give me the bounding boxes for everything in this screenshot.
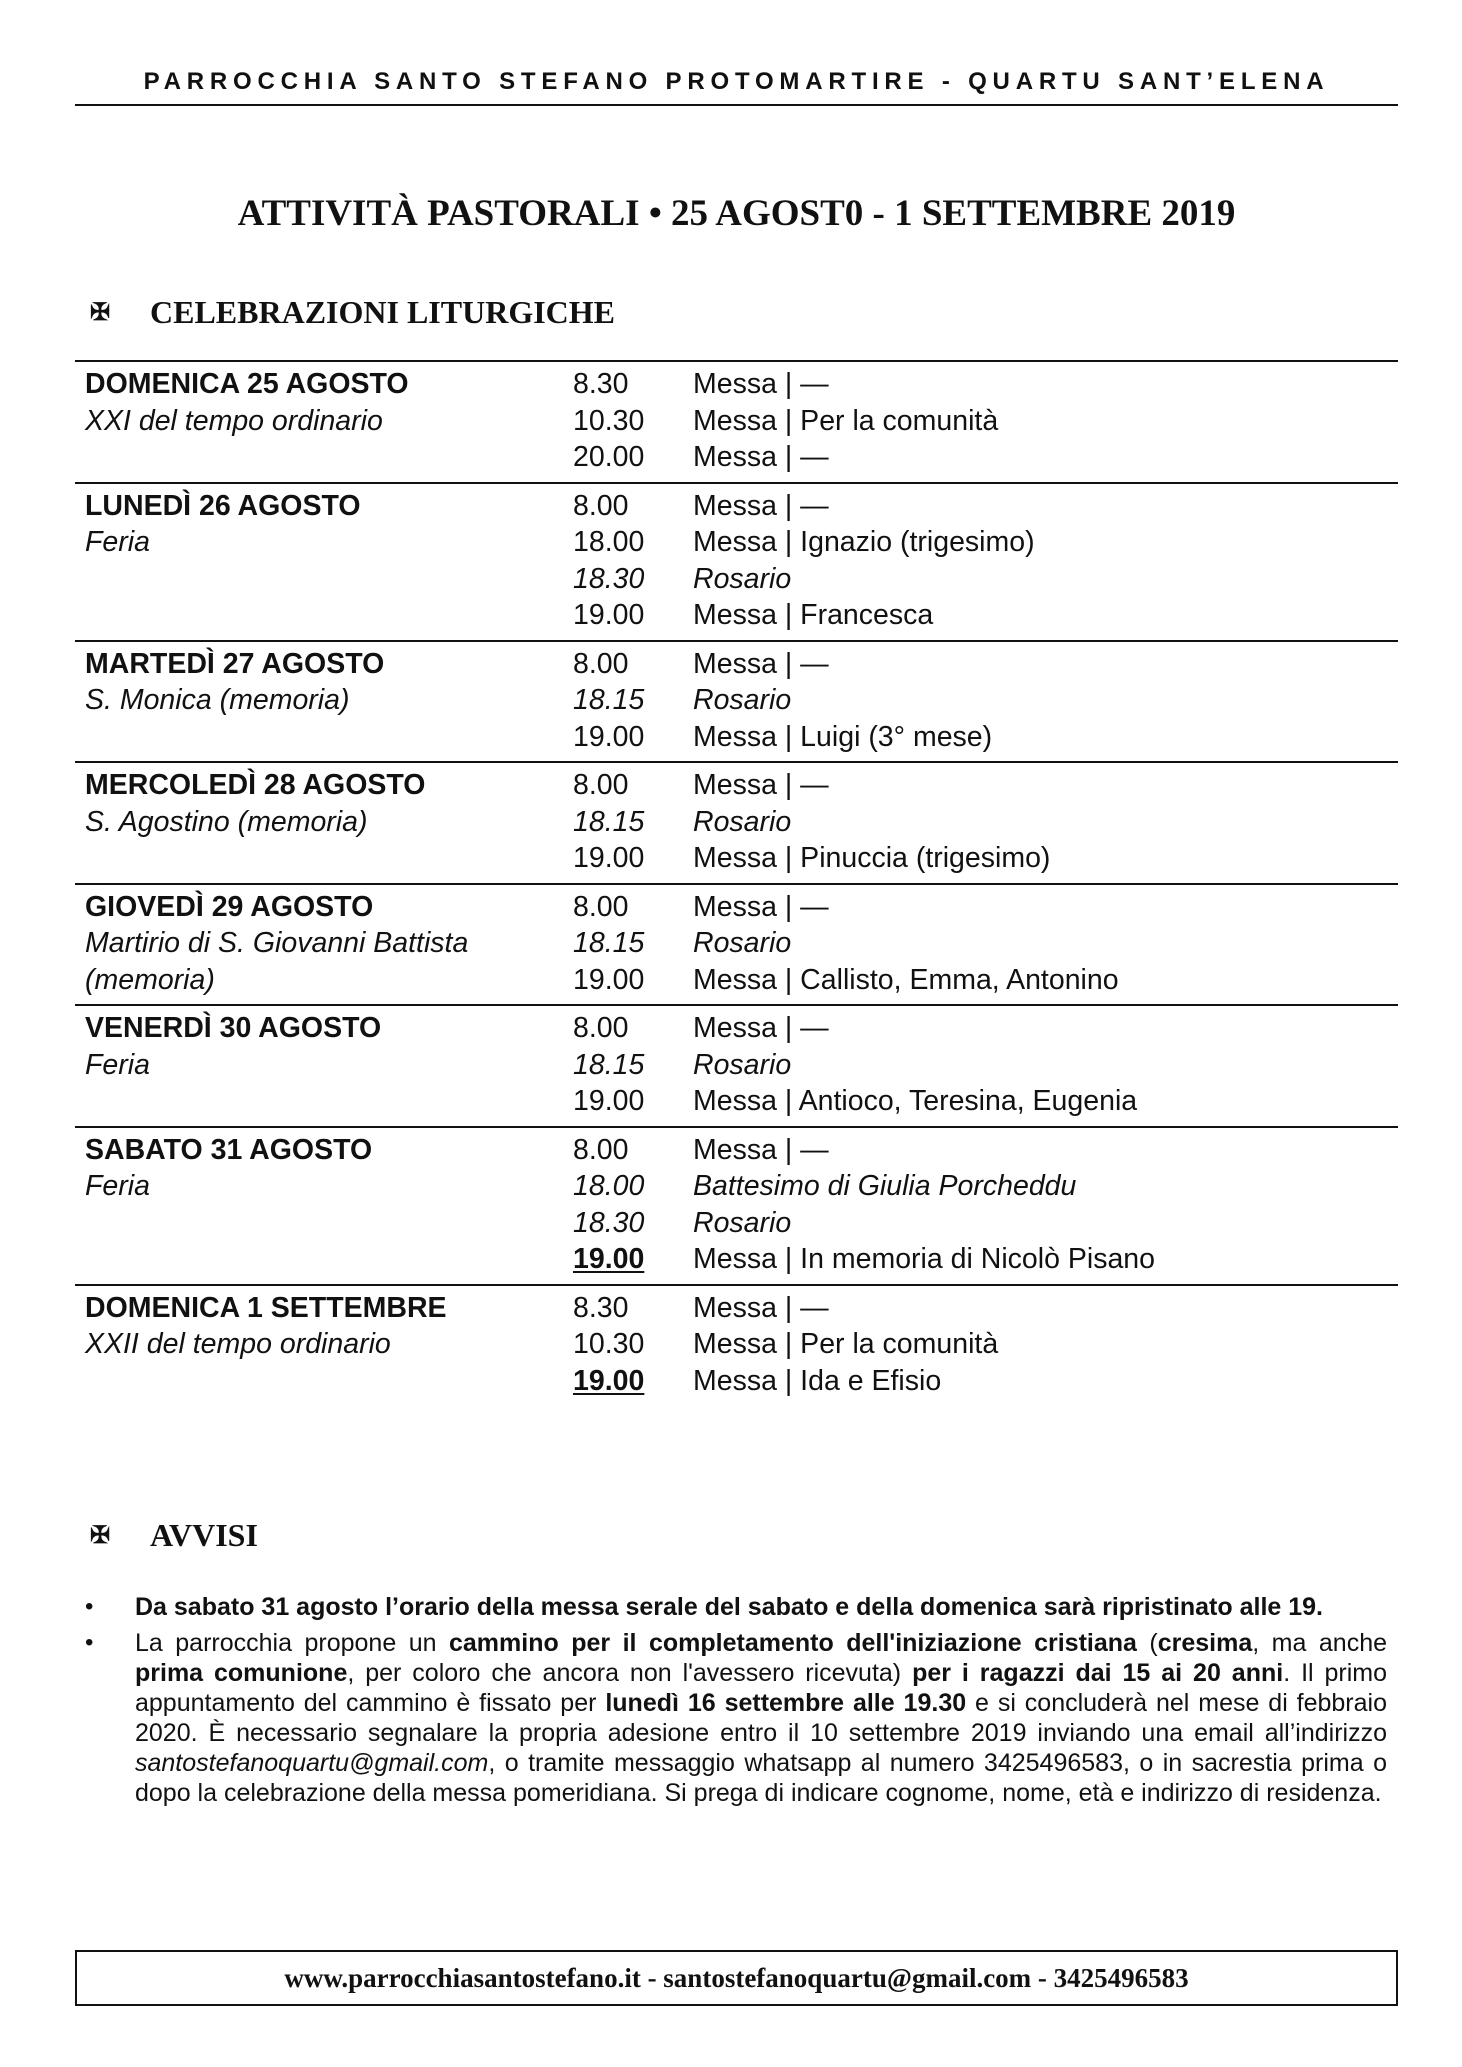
notice-text-segment: , per coloro che ancora non l'avessero ricevuta) — [347, 1659, 913, 1687]
day-description: S. Monica (memoria) — [85, 684, 350, 716]
event-time: 18.30 — [573, 1206, 645, 1239]
page-title: ATTIVITÀ PASTORALI • 25 AGOST0 - 1 SETTEMBRE 2019 — [237, 193, 1236, 234]
event-time: 10.30 — [573, 1328, 645, 1360]
day-block — [75, 1004, 1398, 1126]
event-time: 19.00 — [573, 1364, 645, 1397]
notices-list — [85, 1592, 1387, 1814]
event-description: Rosario — [693, 805, 792, 838]
event-description: Rosario — [693, 927, 792, 959]
schedule-row — [75, 1326, 1398, 1363]
notices-section-title: AVVISI — [150, 1517, 258, 1553]
event-time: 18.15 — [573, 805, 645, 838]
notice-text — [135, 1592, 1387, 1622]
event-time: 18.30 — [573, 562, 645, 595]
schedule-row — [75, 488, 1398, 525]
schedule-row — [75, 1168, 1398, 1205]
event-description: Messa | — — [693, 368, 829, 400]
day-description: XXI del tempo ordinario — [85, 404, 383, 437]
event-description: Messa | In memoria di Nicolò Pisano — [693, 1243, 1155, 1275]
notice-item — [85, 1592, 1387, 1622]
event-description: Messa | Antioco, Teresina, Eugenia — [693, 1085, 1138, 1117]
day-name: MARTEDÌ 27 AGOSTO — [85, 647, 385, 680]
day-name: DOMENICA 25 AGOSTO — [85, 368, 409, 400]
liturgy-section-heading — [90, 294, 615, 331]
empty-cell — [75, 1241, 573, 1278]
notice-text-segment: santostefanoquartu@gmail.com — [135, 1749, 489, 1777]
liturgy-section-title: CELEBRAZIONI LITURGICHE — [150, 294, 615, 330]
event-description: Messa | — — [693, 1133, 829, 1166]
event-time: 8.00 — [573, 890, 629, 923]
event-time: 19.00 — [573, 720, 645, 753]
notice-item — [85, 1628, 1387, 1808]
footer-contact-text: www.parrocchiasantostefano.it - santostefanoquartu@gmail.com - 3425496583 — [284, 1962, 1189, 1993]
event-description: Messa | Ida e Efisio — [693, 1364, 942, 1397]
empty-cell — [75, 1363, 573, 1400]
event-time: 8.00 — [573, 1012, 629, 1044]
day-block — [75, 1126, 1398, 1284]
event-description: Messa | — — [693, 769, 829, 801]
event-time: 8.00 — [573, 489, 629, 522]
schedule-row — [75, 1132, 1398, 1169]
day-name: VENERDÌ 30 AGOSTO — [85, 1012, 382, 1044]
event-time: 19.00 — [573, 1243, 645, 1275]
liturgy-schedule — [75, 360, 1398, 1405]
notice-text-segment: , o tramite messaggio whatsapp al numero 3425496583, o in sacrestia prima o dopo la celebrazione della messa pomeridiana. Si prega di indicare cognome, nome, età e indirizzo di residenza. — [135, 1749, 1387, 1807]
event-description: Messa | Pinuccia (trigesimo) — [693, 842, 1051, 874]
event-time: 8.30 — [573, 368, 629, 400]
schedule-row — [75, 767, 1398, 804]
schedule-row — [75, 1205, 1398, 1242]
day-description: Feria — [85, 526, 150, 558]
notice-text-segment: Da sabato 31 agosto l’orario della messa serale del sabato e della domenica sarà ripristinato alle 19. — [135, 1593, 1324, 1621]
day-name: SABATO 31 AGOSTO — [85, 1133, 373, 1166]
cross-icon: ✠ — [90, 300, 111, 326]
schedule-row — [75, 366, 1398, 403]
day-name: GIOVEDÌ 29 AGOSTO — [85, 890, 374, 923]
day-block — [75, 761, 1398, 883]
day-block — [75, 883, 1398, 1005]
event-time: 8.00 — [573, 647, 629, 680]
schedule-row — [75, 1047, 1398, 1084]
event-time: 19.00 — [573, 599, 645, 631]
schedule-row — [75, 1241, 1398, 1278]
event-description: Messa | Ignazio (trigesimo) — [693, 526, 1035, 558]
schedule-row — [75, 719, 1398, 756]
event-description: Messa | Luigi (3° mese) — [693, 720, 993, 753]
notice-text-segment: lunedì 16 settembre alle 19.30 — [605, 1689, 967, 1717]
schedule-row — [75, 1363, 1398, 1400]
notice-text-segment: prima comunione — [135, 1659, 348, 1687]
event-time: 19.00 — [573, 963, 645, 996]
schedule-row — [75, 840, 1398, 877]
day-name: DOMENICA 1 SETTEMBRE — [85, 1291, 447, 1324]
notice-text-segment: La parrocchia propone un — [135, 1629, 449, 1657]
notices-section-heading — [90, 1517, 258, 1554]
schedule-row — [75, 1083, 1398, 1120]
notice-text-segment: , ma anche — [1252, 1629, 1388, 1657]
day-name: MERCOLEDÌ 28 AGOSTO — [85, 769, 426, 801]
contact-footer — [75, 1950, 1398, 2006]
event-time: 8.00 — [573, 1133, 629, 1166]
day-description: Feria — [85, 1170, 150, 1202]
event-time: 8.00 — [573, 769, 629, 801]
notice-text-segment: ( — [1136, 1629, 1158, 1657]
day-block — [75, 360, 1398, 482]
notice-text-segment: . Il primo appuntamento del cammino è fissato per — [135, 1659, 1388, 1717]
schedule-row — [75, 524, 1398, 561]
bullet-icon: • — [85, 1593, 94, 1620]
event-description: Messa | — — [693, 1291, 829, 1324]
event-time: 20.00 — [573, 441, 645, 473]
notice-text — [135, 1628, 1387, 1808]
schedule-row — [75, 403, 1398, 440]
cross-icon: ✠ — [90, 1523, 111, 1549]
event-description: Rosario — [693, 562, 792, 595]
empty-cell — [75, 597, 573, 634]
event-description: Messa | — — [693, 1012, 829, 1044]
event-description: Messa | Per la comunità — [693, 404, 999, 437]
event-description: Messa | Callisto, Emma, Antonino — [693, 963, 1119, 996]
event-time: 18.00 — [573, 1170, 645, 1202]
parish-header: PARROCCHIA SANTO STEFANO PROTOMARTIRE - QUARTU SANT’ELENA — [75, 68, 1398, 106]
schedule-row — [75, 804, 1398, 841]
bullet-icon: • — [85, 1629, 94, 1656]
notice-text-segment: e si concluderà nel mese di febbraio 2020. È necessario segnalare la propria adesione entro il 10 settembre 2019 inviando una email all’indirizzo — [135, 1689, 1387, 1747]
day-block — [75, 482, 1398, 640]
event-description: Battesimo di Giulia Porcheddu — [693, 1170, 1077, 1202]
event-time: 18.00 — [573, 526, 645, 558]
event-description: Messa | — — [693, 890, 829, 923]
event-description: Messa | Per la comunità — [693, 1328, 999, 1360]
day-description: Martirio di S. Giovanni Battista — [85, 927, 469, 959]
event-time: 8.30 — [573, 1291, 629, 1324]
event-description: Messa | — — [693, 489, 829, 522]
event-time: 18.15 — [573, 927, 645, 959]
schedule-row — [75, 1290, 1398, 1327]
event-description: Messa | — — [693, 647, 829, 680]
empty-cell — [75, 1083, 573, 1120]
empty-cell — [75, 840, 573, 877]
day-name: LUNEDÌ 26 AGOSTO — [85, 489, 361, 522]
event-description: Rosario — [693, 684, 792, 716]
event-description: Rosario — [693, 1048, 792, 1081]
event-description: Rosario — [693, 1206, 792, 1239]
schedule-row — [75, 925, 1398, 962]
empty-cell — [75, 719, 573, 756]
event-time: 19.00 — [573, 842, 645, 874]
schedule-row — [75, 682, 1398, 719]
notice-text-segment: cresima — [1157, 1629, 1253, 1657]
schedule-row — [75, 1010, 1398, 1047]
empty-cell — [75, 561, 573, 598]
empty-cell — [75, 1205, 573, 1242]
day-block — [75, 1284, 1398, 1406]
notice-text-segment: per i ragazzi dai 15 ai 20 anni — [912, 1659, 1284, 1687]
schedule-row — [75, 889, 1398, 926]
event-time: 10.30 — [573, 404, 645, 437]
schedule-row — [75, 439, 1398, 476]
schedule-row — [75, 646, 1398, 683]
event-description: Messa | Francesca — [693, 599, 934, 631]
day-block — [75, 640, 1398, 762]
day-description: S. Agostino (memoria) — [85, 805, 368, 838]
notice-text-segment: cammino per il completamento dell'iniziazione cristiana — [449, 1629, 1137, 1657]
schedule-row — [75, 597, 1398, 634]
schedule-row — [75, 561, 1398, 598]
schedule-row — [75, 962, 1398, 999]
event-time: 18.15 — [573, 684, 645, 716]
empty-cell — [75, 439, 573, 476]
event-time: 18.15 — [573, 1048, 645, 1081]
day-description: (memoria) — [85, 963, 215, 996]
event-description: Messa | — — [693, 441, 829, 473]
day-description: Feria — [85, 1048, 150, 1081]
day-description: XXII del tempo ordinario — [85, 1328, 391, 1360]
event-time: 19.00 — [573, 1085, 645, 1117]
